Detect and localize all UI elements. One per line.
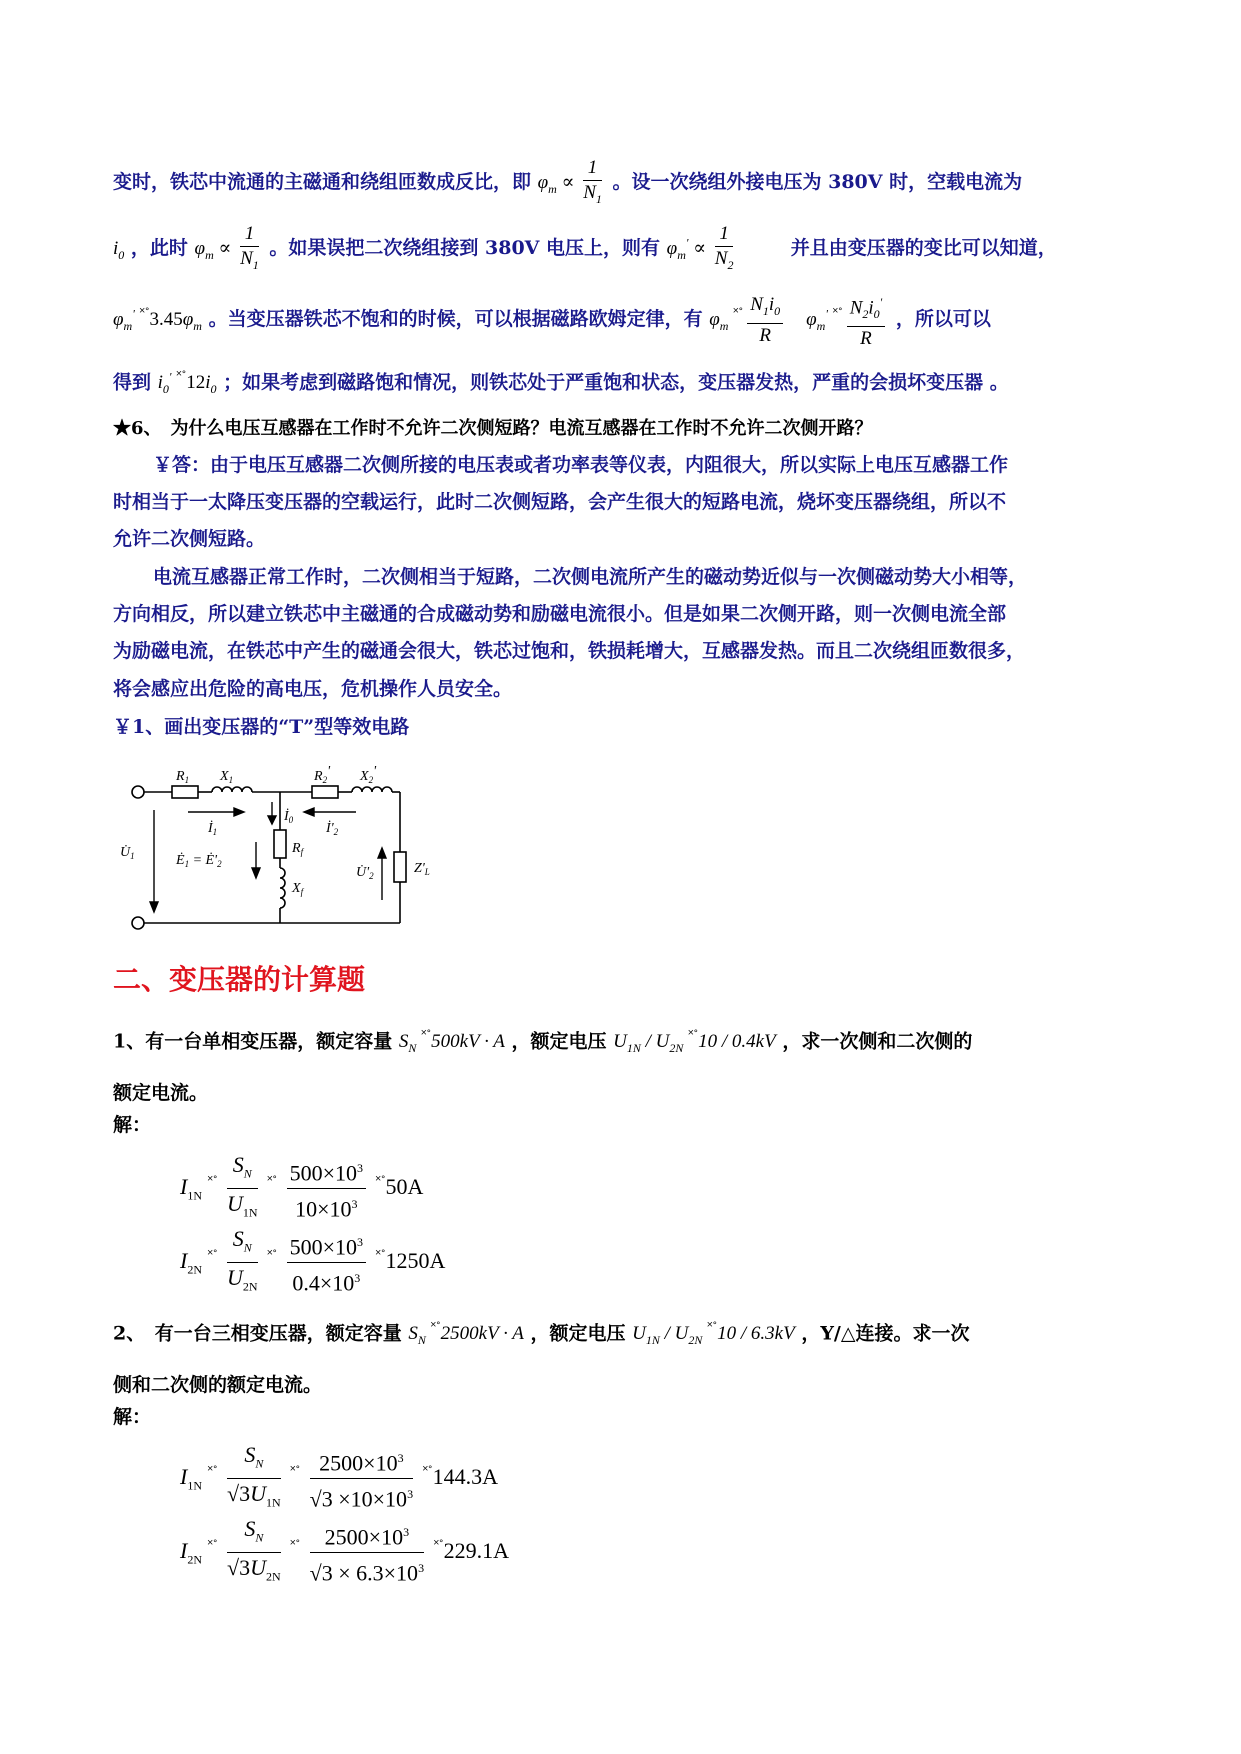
problem1-voltage: $U_{1N} / U_{2N}$ ˟˚10 / 0.4kV: [613, 1029, 776, 1056]
terminal-bottom-left: [132, 917, 144, 929]
label-i2-prime: $İ'_2$: [326, 821, 339, 837]
problem1-text-c: ，求一次侧和二次侧的: [782, 1030, 973, 1053]
para1-line1-text-b: 。设一次绕组外接电压为 380V 时，空载电流为: [612, 170, 1023, 193]
para1-line4: [113, 364, 1133, 402]
para1-line1-text-a: 变时，铁芯中流通的主磁通和绕组匝数成反比，即: [113, 170, 532, 193]
formula-phi-ratio: $\varphi_m'$ $^{˟˚}3.45\varphi_m$: [113, 306, 202, 333]
problem2-text-b: ，额定电压: [530, 1322, 626, 1345]
inductor-x1: [212, 787, 252, 792]
label-i1: $İ_1$: [208, 821, 218, 837]
p1-eq2-den: 0.4×10: [292, 1270, 355, 1296]
problem1-eq2: $I_{2N}$ ˟˚ $\frac{S_N}{U_{2N}}$ ˟˚ $\frac{500\times 10^3}{0.4\times 10^3}$ ˟˚1250A: [180, 1226, 446, 1296]
symbol-i0: $i_0$: [113, 237, 125, 262]
problem2-voltage-value: 10 / 6.3kV: [717, 1323, 795, 1345]
q6-answer-l3: 允许二次侧短路。: [113, 528, 266, 550]
problem1-solve: 解：: [113, 1114, 152, 1136]
p2-eq1-result: 144.3A: [432, 1463, 498, 1489]
problem2-line2: 侧和二次侧的额定电流。: [113, 1374, 323, 1396]
q6-answer-l2: 时相当于一太降压变压器的空载运行，此时二次侧短路，会产生很大的短路电流，烧坏变压器绕组，所以不: [113, 491, 1007, 513]
problem2-sn-value: 2500kV · A: [440, 1323, 524, 1345]
problem1-voltage-value: 10 / 0.4kV: [698, 1031, 776, 1053]
q6-answer-l1: ￥答：由于电压互感器二次侧所接的电压表或者功率表等仪表，内阻很大，所以实际上电压互感器工作: [153, 454, 1009, 476]
section-title: 二、变压器的计算题: [113, 963, 366, 996]
para1-line4-text-c: ；如果考虑到磁路饱和情况，则铁芯处于严重饱和状态，变压器发热，严重的会损坏变压器 。: [223, 371, 1009, 394]
p1-eq1-den: 10×10: [295, 1196, 352, 1222]
problem1-text-a: 1、有一台单相变压器，额定容量: [113, 1030, 393, 1053]
problem2-sn: $S_N$ ˟˚2500kV · A: [408, 1321, 524, 1348]
load-impedance-zl: [394, 852, 406, 882]
ratio-12: 12: [186, 372, 206, 394]
p2-eq1-num: 2500×10: [319, 1450, 398, 1476]
para1-line2: [113, 222, 1133, 277]
t-equivalent-circuit-diagram: [120, 760, 430, 940]
label-x2-prime: $X_2'$: [360, 764, 377, 785]
q6-para2-l4: 将会感应出危险的高电压，危机操作人员安全。: [113, 678, 513, 700]
problem2-eq1: $I_{1N}$ ˟˚ $\frac{S_N}{√3U_{1N}}$ ˟˚ $\frac{2500\times 10^3}{√3 \times 10\times 10^3}$ ˟˚144.3A: [180, 1442, 498, 1512]
p2-eq2-num: 2500×10: [324, 1524, 404, 1550]
resistor-rf: [274, 830, 286, 858]
para1-line2-text-c: 并且由变压器的变比可以知道，: [790, 236, 1057, 259]
label-u2-prime: $U̇'_2$: [356, 865, 374, 881]
problem1-sn-value: 500kV · A: [431, 1031, 505, 1053]
p1-eq2-num: 500×10: [289, 1234, 358, 1260]
problem2-eq2: $I_{2N}$ ˟˚ $\frac{S_N}{√3U_{2N}}$ ˟˚ $\frac{2500\times 10^3}{√3 \times 6.3\times 10^3}$ ˟˚229.1A: [180, 1516, 509, 1586]
formula-phi-prop-1-n1: $\varphi_m$ ∝ $\frac{1}{N_1}$: [537, 157, 602, 206]
label-rf: $R_f$: [292, 841, 304, 857]
label-x1: $X_1$: [220, 769, 234, 785]
label-r1: $R_1$: [176, 769, 190, 785]
p1-eq1-num: 500×10: [289, 1160, 358, 1186]
ratio-value: 3.45: [149, 308, 183, 330]
problem1-eq1: $I_{1N}$ ˟˚ $\frac{S_N}{U_{1N}}$ ˟˚ $\frac{500\times 10^3}{10\times 10^3}$ ˟˚50A: [180, 1152, 424, 1222]
problem2-solve: 解：: [113, 1406, 152, 1428]
p2-eq1-den: √3 ×10×10: [309, 1486, 408, 1512]
para1-line2-text-b: 。如果误把二次绕组接到 380V 电压上，则有: [269, 236, 661, 259]
p1-eq1-result: 50A: [385, 1173, 424, 1199]
para1-line1: [113, 156, 1133, 211]
p2-eq2-den: √3 × 6.3×10: [309, 1560, 419, 1586]
formula-magnetic-ohm: $\varphi_m$ ˟˚ $\frac{N_1i_0}{R}$ $\varphi_m'$ ˟˚ $\frac{N_2i_0'}{R}$: [709, 309, 889, 330]
formula-phi-m-prime-n2: $\varphi_m'$ ∝ $\frac{1}{N_2}$: [666, 223, 734, 272]
problem2-line1: [113, 1316, 1133, 1353]
problem2-voltage: $U_{1N} / U_{2N}$ ˟˚10 / 6.3kV: [632, 1321, 795, 1348]
problem1-line1: [113, 1024, 1133, 1061]
label-u1: $U̇_1$: [120, 845, 135, 861]
q6-title: ★6、 为什么电压互感器在工作时不允许二次侧短路？电流互感器在工作时不允许二次侧开路？: [113, 418, 873, 439]
label-zl-prime: $Z'_L$: [414, 861, 430, 877]
label-e1-e2: $Ė_1$ = $Ė'_2$: [176, 853, 222, 869]
resistor-r1: [172, 786, 198, 798]
problem2-text-c: ，Y/△连接。求一次: [801, 1322, 970, 1345]
label-i0: $İ_0$: [284, 809, 294, 825]
para1-line3: [113, 290, 1133, 351]
label-xf: $X_f$: [292, 881, 304, 897]
q6-para2-l3: 为励磁电流，在铁芯中产生的磁通会很大，铁芯过饱和，铁损耗增大，互感器发热。而且二次绕组匝数很多，: [113, 640, 1026, 662]
problem1-sn: $S_N$ ˟˚500kV · A: [398, 1029, 505, 1056]
problem2-text-a: 2、 有一台三相变压器，额定容量: [113, 1322, 402, 1345]
terminal-top-left: [132, 786, 144, 798]
formula-i0-prime: $i_0'$ $^{˟˚}12i_0$: [157, 370, 217, 397]
q6-para2-l1: 电流互感器正常工作时，二次侧相当于短路，二次侧电流所产生的磁动势近似与一次侧磁动势大小相等，: [153, 566, 1028, 588]
inductor-x2-prime: [352, 787, 392, 792]
inductor-xf: [280, 868, 285, 908]
para1-line2-text-a: ，此时: [130, 236, 188, 259]
para1-line3-text-b: 。当变压器铁芯不饱和的时候，可以根据磁路欧姆定律，有: [208, 307, 703, 330]
resistor-r2-prime: [312, 786, 338, 798]
para1-line4-text-a: 得到: [113, 371, 152, 394]
p1-eq2-result: 1250A: [385, 1247, 446, 1273]
p2-eq2-result: 229.1A: [443, 1537, 509, 1563]
q1-circuit-title: ￥1、画出变压器的“T”型等效电路: [113, 716, 410, 738]
problem1-text-b: ，额定电压: [511, 1030, 607, 1053]
label-r2-prime: $R_2'$: [314, 764, 331, 785]
para1-line3-text-c: ，所以可以: [895, 307, 991, 330]
problem1-line2: 额定电流。: [113, 1082, 209, 1104]
q6-para2-l2: 方向相反，所以建立铁芯中主磁通的合成磁动势和励磁电流很小。但是如果二次侧开路，则一次侧电流全部: [113, 603, 1007, 625]
formula-phi-m-n1: $\varphi_m$ ∝ $\frac{1}{N_1}$: [194, 223, 259, 272]
